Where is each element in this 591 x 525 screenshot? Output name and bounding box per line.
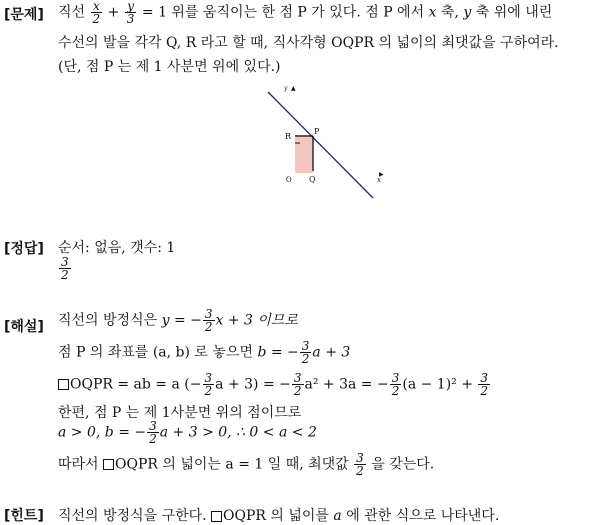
solution-label: [해설]	[4, 319, 44, 335]
square-symbol-icon	[211, 511, 222, 522]
point-r-label: R	[285, 132, 292, 141]
answer-fraction: $\frac{3}{2}$	[61, 255, 69, 282]
linear-line	[268, 92, 373, 198]
y-axis-arrow: ▲	[291, 85, 296, 92]
problem-line-3: (단, 점 P 는 제 1 사분면 위에 있다.)	[58, 59, 281, 75]
y-axis-label: y	[284, 85, 288, 92]
square-symbol-icon	[58, 379, 69, 390]
solution-line-4: 한편, 점 P 는 제 1사분면 위의 점이므로	[58, 405, 302, 421]
answer-line: 순서: 없음, 갯수: 1	[58, 240, 176, 256]
origin-label: O	[286, 176, 292, 184]
fraction-x-over-2: $\frac{x}{2}$	[92, 0, 101, 26]
solution-line-3: OQPR = ab = a (− $\frac{3}{2}$ a + 3) = − $\frac{3}{2}$ a² + 3a = − $\frac{3}{2}$ (a − 1)² + $\frac{3}{2}$	[58, 372, 491, 397]
x-axis-arrow: ▶	[379, 171, 384, 178]
x-axis-label: x	[377, 176, 381, 184]
problem-label: [문제]	[4, 7, 44, 23]
problem-text: 직선	[58, 4, 86, 21]
answer-label: [정답]	[4, 241, 44, 257]
rectangle-oqpr	[295, 135, 313, 173]
point-p-label: P	[314, 127, 320, 136]
coordinate-figure	[262, 82, 392, 202]
point-q-label: Q	[309, 175, 316, 184]
solution-line-5: a > 0, b = − $\frac{3}{2}$ a + 3 > 0, ∴ 0 < a < 2	[58, 419, 317, 446]
solution-line-1: 직선의 방정식은 y = − $\frac{3}{2}$ x + 3 이므로	[58, 307, 298, 334]
solution-line-6: 따라서 OQPR 의 넓이는 a = 1 일 때, 최댓값 $\frac{3}{2}$ 을 갖는다.	[58, 451, 435, 478]
hint-label: [힌트]	[4, 508, 44, 524]
fraction-y-over-3: $\frac{y}{3}$	[126, 0, 135, 26]
hint-line: 직선의 방정식을 구한다. OQPR 의 넓이를 a 에 관한 식으로 나타낸다.	[58, 508, 500, 524]
solution-line-2: 점 P 의 좌표를 (a, b) 로 놓으면 b = − $\frac{3}{2}$ a + 3	[58, 339, 351, 366]
problem-line-2: 수선의 발을 각각 Q, R 라고 할 때, 직사각형 OQPR 의 넓이의 최댓값을 구하여라.	[58, 35, 559, 51]
square-symbol-icon	[103, 459, 114, 470]
problem-line-1: 직선 $\frac{x}{2}$ + $\frac{y}{3}$ = 1 위를 움직이는 한 점 P 가 있다. 점 P 에서 x 축, y 축 위에 내린	[58, 0, 553, 26]
